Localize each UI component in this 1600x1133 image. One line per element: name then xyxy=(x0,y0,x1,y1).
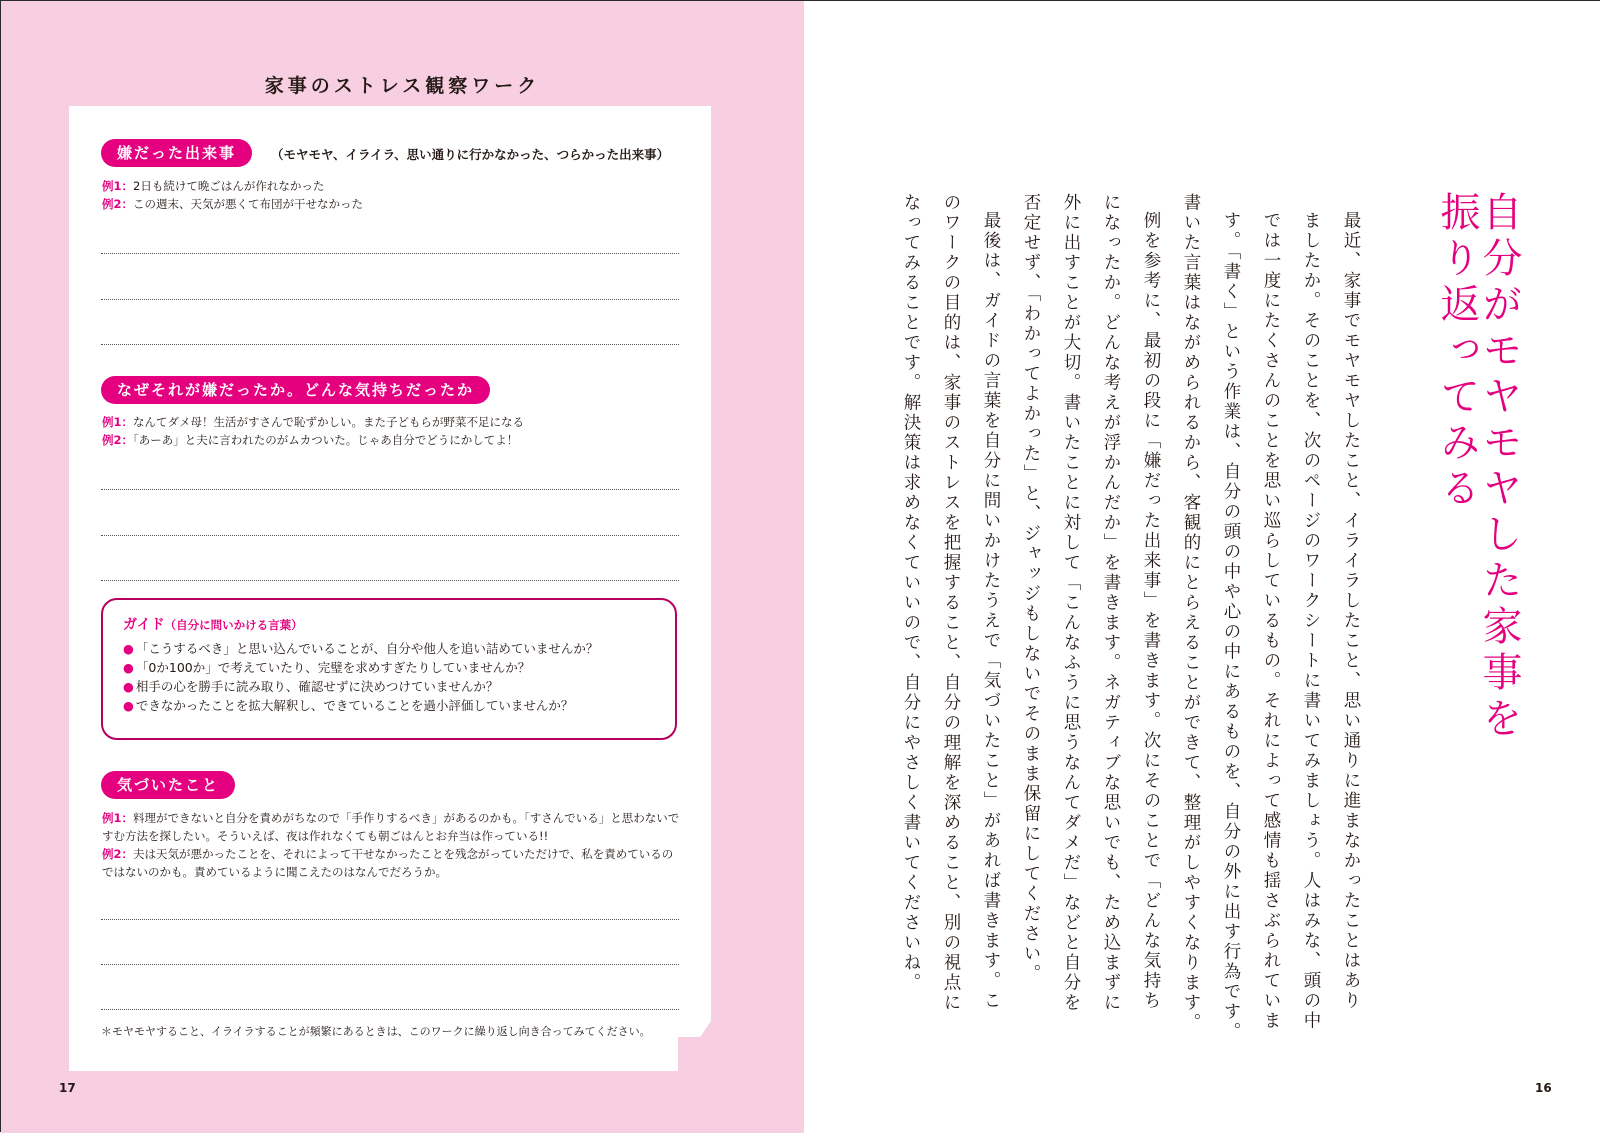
article-body-line: す。「書く」という作業は、自分の頭の中や心の中にあるものを、自分の外に出す行為です。 xyxy=(1221,211,1241,1043)
article-body-line: 例を参考に、最初の段に「嫌だった出来事」を書きます。次にそのことで「どんな気持ち xyxy=(1141,211,1161,1011)
write-line[interactable] xyxy=(101,580,679,581)
write-line[interactable] xyxy=(101,344,679,345)
article-body-line: 最後は、ガイドの言葉を自分に問いかけたうえで「気づいたこと」があれば書きます。こ xyxy=(981,211,1001,1011)
write-line[interactable] xyxy=(101,535,679,536)
article-heading-line-2: 振り返ってみる xyxy=(1434,191,1480,513)
article-body-line: 書いた言葉はながめられるから、客観的にとらえることができて、整理がしやすくなります。 xyxy=(1181,193,1201,1033)
article-heading-line-1: 自分がモヤモヤした家事を xyxy=(1476,191,1522,743)
guide-item: ● 「0か100か」で考えていたり、完璧を求めすぎたりしていませんか？ xyxy=(123,660,531,675)
page-number-right: 16 xyxy=(1535,1081,1552,1095)
guide-box xyxy=(101,598,677,740)
page-curl-corner xyxy=(678,1037,712,1071)
worksheet-paper xyxy=(69,106,711,1071)
write-line[interactable] xyxy=(101,1009,679,1010)
worksheet-title: 家事のストレス観察ワーク xyxy=(264,75,541,97)
write-line[interactable] xyxy=(101,964,679,965)
article-body-line: のワークの目的は、家事のストレスを把握すること、自分の理解を深めること、別の視点に xyxy=(941,193,961,1013)
write-line[interactable] xyxy=(101,489,679,490)
example-2-noticed: 例2：夫は天気が悪かったことを、それによって干せなかったことを残念がっていただけで、私を責めているのではないのかも。責めているように聞こえたのはなんでだろうか。 xyxy=(102,847,674,879)
section-label-feelings: なぜそれが嫌だったか。どんな気持ちだったか xyxy=(101,376,490,404)
section-label-bad-event: 嫌だった出来事 xyxy=(101,139,252,167)
article-body-line: なってみることです。解決策は求めなくていいので、自分にやさしく書いてくださいね。 xyxy=(901,193,921,993)
guide-item: ● 相手の心を勝手に読み取り、確認せずに決めつけていませんか？ xyxy=(123,679,499,694)
example-1-bad-event: 例1：2日も続けて晩ごはんが作れなかった xyxy=(102,179,325,193)
write-line[interactable] xyxy=(101,299,679,300)
example-2-feelings: 例2：「あーあ」と夫に言われたのがムカついた。じゃあ自分でどうにかしてよ！ xyxy=(102,433,519,447)
example-1-noticed: 例1：料理ができないと自分を責めがちなので「手作りするべき」があるのかも。「すさんでいる」と思わないですむ方法を探したい。そういえば、夜は作れなくても朝ごはんとお弁当は作っている!! xyxy=(102,811,680,843)
guide-title: ガイド（自分に問いかける言葉） xyxy=(123,617,303,633)
write-line[interactable] xyxy=(101,919,679,920)
article-body-line: になったか。どんな考えが浮かんだか」を書きます。ネガティブな思いでも、ため込まずに xyxy=(1101,193,1121,1013)
guide-item: ● できなかったことを拡大解釈し、できていることを過小評価していませんか？ xyxy=(123,698,574,713)
worksheet-footnote: ＊モヤモヤすること、イライラすることが頻繁にあるときは、このワークに繰り返し向き合ってみてください。 xyxy=(101,1025,651,1038)
article-body-line: 最近、家事でモヤモヤしたこと、イライラしたこと、思い通りに進まなかったことはあり xyxy=(1341,211,1361,1011)
page-number-left: 17 xyxy=(59,1081,76,1095)
section-label-noticed: 気づいたこと xyxy=(101,771,235,799)
article-body-line: ましたか。そのことを、次のページのワークシートに書いてみましょう。人はみな、頭の中 xyxy=(1301,211,1321,1031)
article-body-line: 外に出すことが大切。書いたことに対して「こんなふうに思うなんてダメだ」などと自分を xyxy=(1061,193,1081,1013)
article-body-line: では一度にたくさんのことを思い巡らしているもの。それによって感情も揺さぶられていま xyxy=(1261,211,1281,1031)
article-body-line: 否定せず、「わかってよかった」と、ジャッジもしないでそのまま保留にしてください。 xyxy=(1021,193,1041,985)
right-page xyxy=(804,1,1600,1133)
write-line[interactable] xyxy=(101,253,679,254)
left-page xyxy=(1,1,804,1133)
section-note-bad-event: （モヤモヤ、イライラ、思い通りに行かなかった、つらかった出来事） xyxy=(271,147,670,162)
guide-item: ● 「こうするべき」と思い込んでいることが、自分や他人を追い詰めていませんか？ xyxy=(123,641,599,656)
example-1-feelings: 例1：なんてダメ母！生活がすさんで恥ずかしい。また子どもらが野菜不足になる xyxy=(102,415,525,429)
example-2-bad-event: 例2：この週末、天気が悪くて布団が干せなかった xyxy=(102,197,364,211)
